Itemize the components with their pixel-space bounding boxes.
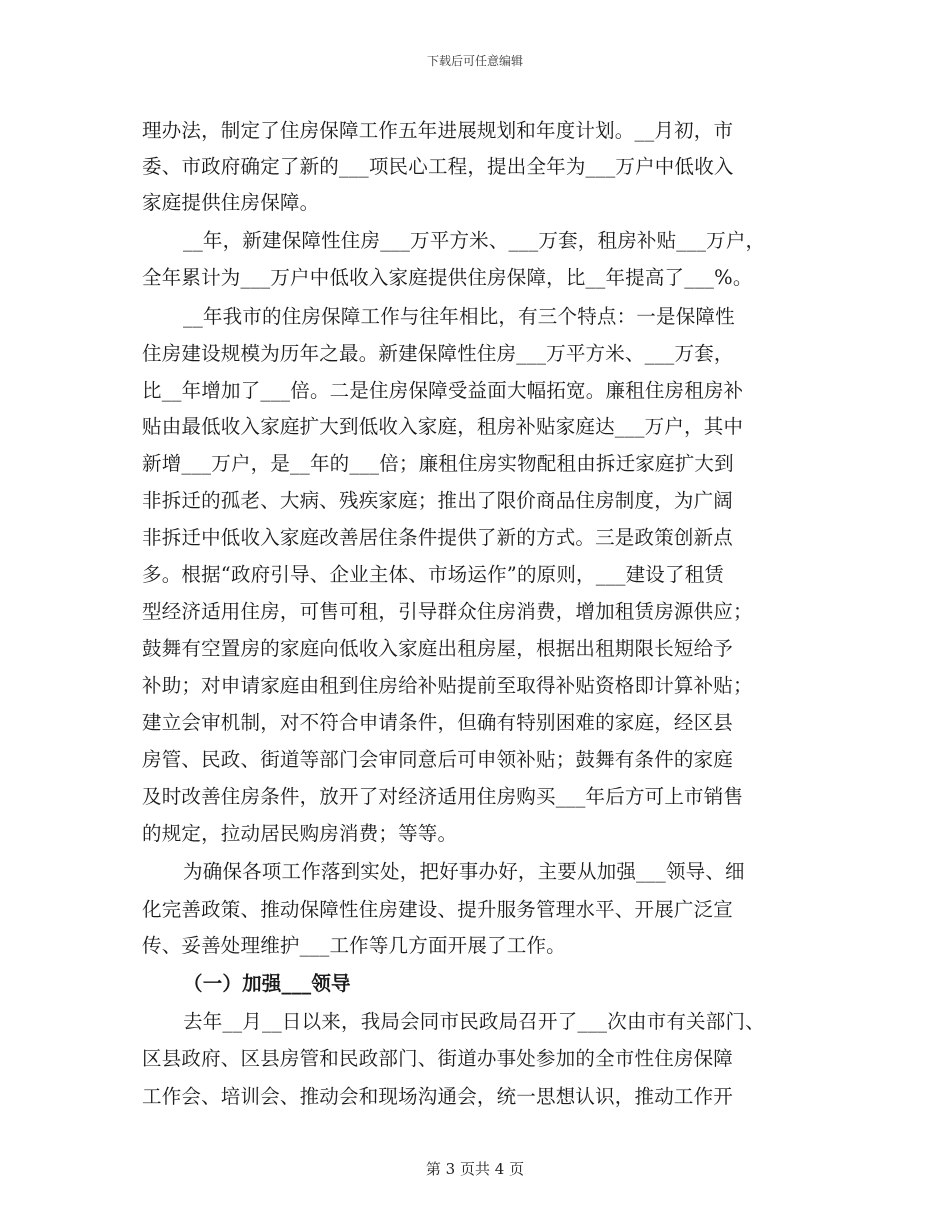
body-line: 比__年增加了___倍。二是住房保障受益面大幅拓宽。廉租住房租房补 bbox=[142, 379, 744, 402]
body-line: 的规定，拉动居民购房消费；等等。 bbox=[142, 822, 458, 845]
section-heading: （一）加强___领导 bbox=[183, 972, 351, 995]
page-footer: 第 3 页共 4 页 bbox=[425, 1160, 525, 1178]
body-line: 为确保各项工作落到实处，把好事办好，主要从加强___领导、细 bbox=[183, 860, 745, 883]
body-line: 补助；对申请家庭由租到住房给补贴提前至取得补贴资格即计算补贴； bbox=[142, 674, 753, 697]
body-line: 非拆迁的孤老、大病、残疾家庭；推出了限价商品住房制度，为广阔 bbox=[142, 489, 734, 512]
body-line: 理办法，制定了住房保障工作五年进展规划和年度计划。__月初，市 bbox=[142, 119, 734, 142]
body-line: __年，新建保障性住房___万平方米、___万套，租房补贴___万户， bbox=[183, 229, 766, 252]
body-line: 区县政府、区县房管和民政部门、街道办事处参加的全市性住房保障 bbox=[142, 1047, 734, 1070]
body-line: 建立会审机制，对不符合申请条件，但确有特别困难的家庭，经区县 bbox=[142, 711, 734, 734]
body-line: 多。根据“政府引导、企业主体、市场运作”的原则，___建设了租赁 bbox=[142, 563, 725, 586]
body-line: __年我市的住房保障工作与往年相比，有三个特点：一是保障性 bbox=[183, 305, 735, 328]
body-line: 住房建设规模为历年之最。新建保障性住房___万平方米、___万套， bbox=[142, 342, 734, 365]
body-line: 家庭提供住房保障。 bbox=[142, 191, 320, 214]
body-line: 鼓舞有空置房的家庭向低收入家庭出租房屋，根据出租期限长短给予 bbox=[142, 637, 734, 660]
body-line: 全年累计为___万户中低收入家庭提供住房保障，比__年提高了___%。 bbox=[142, 266, 753, 289]
body-line: 传、妥善处理维护___工作等几方面开展了工作。 bbox=[142, 934, 566, 957]
page-header: 下载后可任意编辑 bbox=[426, 54, 523, 68]
body-line: 化完善政策、推动保障性住房建设、提升服务管理水平、开展广泛宣 bbox=[142, 898, 734, 921]
body-line: 委、市政府确定了新的___项民心工程，提出全年为___万户中低收入 bbox=[142, 155, 734, 178]
body-line: 及时改善住房条件，放开了对经济适用住房购买___年后方可上市销售 bbox=[142, 785, 744, 808]
body-line: 新增___万户，是__年的___倍；廉租住房实物配租由拆迁家庭扩大到 bbox=[142, 452, 734, 475]
body-line: 非拆迁中低收入家庭改善居住条件提供了新的方式。三是政策创新点 bbox=[142, 526, 734, 549]
body-line: 去年__月__日以来，我局会同市民政局召开了___次由市有关部门、 bbox=[183, 1010, 765, 1033]
body-line: 型经济适用住房，可售可租，引导群众住房消费，增加租赁房源供应； bbox=[142, 600, 753, 623]
body-line: 贴由最低收入家庭扩大到低收入家庭，租房补贴家庭达___万户，其中 bbox=[142, 415, 744, 438]
body-line: 工作会、培训会、推动会和现场沟通会，统一思想认识，推动工作开 bbox=[142, 1085, 734, 1108]
body-line: 房管、民政、街道等部门会审同意后可申领补贴；鼓舞有条件的家庭 bbox=[142, 748, 734, 771]
